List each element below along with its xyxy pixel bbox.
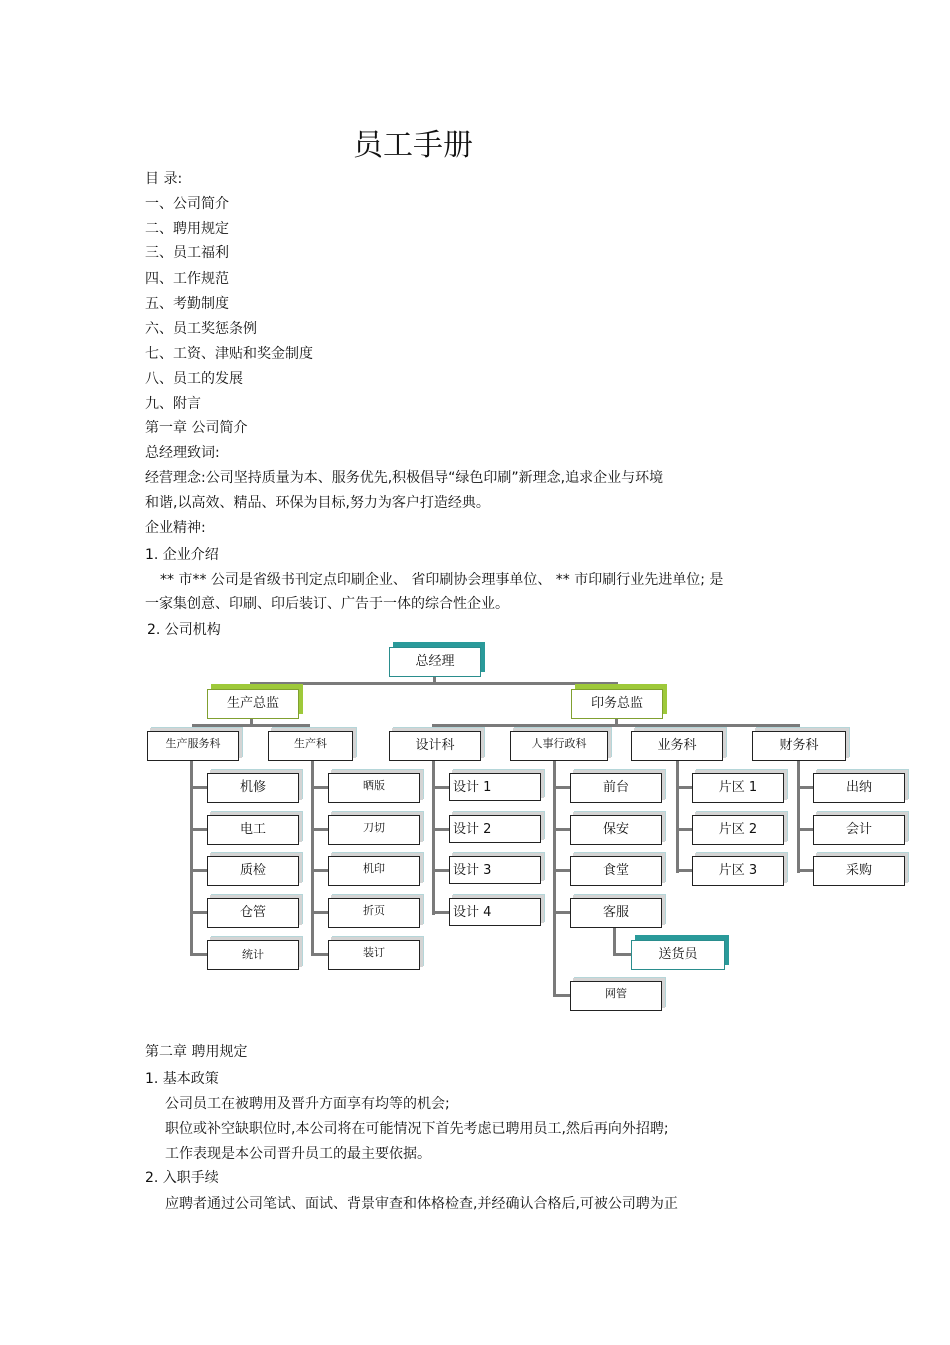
org-connector <box>553 869 571 872</box>
policy-line: 工作表现是本公司晋升员工的最主要依据。 <box>165 1146 431 1162</box>
org-connector <box>553 760 556 997</box>
org-connector <box>676 760 679 873</box>
org-connector <box>190 786 208 789</box>
org-connector <box>432 828 450 831</box>
org-node-unit: 折页 <box>328 898 420 928</box>
org-node-unit: 保安 <box>570 815 662 845</box>
org-node-unit: 会计 <box>813 815 905 845</box>
org-node-dept: 财务科 <box>752 731 846 761</box>
policy-heading: 1. 基本政策 <box>145 1071 219 1087</box>
chapter1-heading: 第一章 公司简介 <box>145 420 248 436</box>
org-connector <box>311 911 329 914</box>
org-node-unit: 统计 <box>207 940 299 970</box>
org-node-unit: 设计 3 <box>449 856 541 884</box>
org-connector <box>432 911 450 914</box>
org-node-unit: 装订 <box>328 940 420 970</box>
org-node-unit: 片区 1 <box>692 773 784 803</box>
org-connector <box>190 953 208 956</box>
org-connector <box>311 760 314 956</box>
toc-item: 八、员工的发展 <box>145 371 243 387</box>
intro-heading: 1. 企业介绍 <box>145 547 219 563</box>
org-node-unit: 设计 2 <box>449 815 541 843</box>
toc-item: 四、工作规范 <box>145 271 229 287</box>
org-connector <box>797 828 813 831</box>
gm-speech-label: 总经理致词: <box>145 445 220 461</box>
org-node-unit: 网管 <box>570 981 662 1011</box>
org-connector <box>190 911 208 914</box>
org-node-unit: 采购 <box>813 856 905 886</box>
org-connector <box>797 869 813 872</box>
org-node-delivery: 送货员 <box>631 940 725 970</box>
toc-item: 三、员工福利 <box>145 245 229 261</box>
org-connector <box>190 760 193 956</box>
philosophy-line-1: 经营理念:公司坚持质量为本、服务优先,积极倡导“绿色印刷”新理念,追求企业与环境 <box>145 470 664 486</box>
org-node-unit: 电工 <box>207 815 299 845</box>
org-connector <box>311 786 329 789</box>
org-node-dept: 生产科 <box>268 731 353 761</box>
org-node-unit: 前台 <box>570 773 662 803</box>
document-title: 员工手册 <box>353 128 473 163</box>
philosophy-line-2: 和谐,以高效、精品、环保为目标,努力为客户打造经典。 <box>145 495 490 511</box>
toc-item: 九、附言 <box>145 396 201 412</box>
toc-item: 五、考勤制度 <box>145 296 229 312</box>
org-node-dept: 生产服务科 <box>147 731 239 761</box>
toc-item: 七、工资、津贴和奖金制度 <box>145 346 313 362</box>
toc-item: 二、聘用规定 <box>145 221 229 237</box>
org-node-dept: 设计科 <box>389 731 481 761</box>
org-connector <box>311 869 329 872</box>
org-node-unit: 质检 <box>207 856 299 886</box>
org-connector <box>432 724 800 727</box>
org-node-unit: 食堂 <box>570 856 662 886</box>
entry-line: 应聘者通过公司笔试、面试、背景审查和体格检查,并经确认合格后,可被公司聘为正 <box>165 1196 678 1212</box>
org-node-dept: 业务科 <box>631 731 723 761</box>
org-connector <box>553 828 571 831</box>
org-node-unit: 设计 4 <box>449 898 541 926</box>
policy-line: 职位或补空缺职位时,本公司将在可能情况下首先考虑已聘用员工,然后再向外招聘; <box>165 1121 669 1137</box>
org-node-production-director: 生产总监 <box>207 689 299 719</box>
org-node-unit: 出纳 <box>813 773 905 803</box>
chapter2-heading: 第二章 聘用规定 <box>145 1044 248 1060</box>
org-connector <box>553 994 571 997</box>
org-node-unit: 机修 <box>207 773 299 803</box>
org-connector <box>797 786 813 789</box>
org-connector <box>190 869 208 872</box>
org-node-general-manager: 总经理 <box>389 647 481 677</box>
org-node-unit: 机印 <box>328 856 420 886</box>
org-connector <box>432 869 450 872</box>
toc-label: 目 录: <box>145 171 183 187</box>
org-node-unit: 设计 1 <box>449 773 541 801</box>
org-node-unit: 晒版 <box>328 773 420 803</box>
org-connector <box>190 828 208 831</box>
toc-item: 六、员工奖惩条例 <box>145 321 257 337</box>
org-connector <box>192 724 310 727</box>
org-node-unit: 仓管 <box>207 898 299 928</box>
org-connector <box>432 786 450 789</box>
toc-item: 一、公司简介 <box>145 196 229 212</box>
org-node-dept: 人事行政科 <box>510 731 608 761</box>
entry-heading: 2. 入职手续 <box>145 1170 219 1186</box>
org-connector <box>311 953 329 956</box>
org-connector <box>311 828 329 831</box>
org-connector <box>553 911 571 914</box>
policy-line: 公司员工在被聘用及晋升方面享有均等的机会; <box>165 1096 450 1112</box>
spirit-label: 企业精神: <box>145 520 206 536</box>
org-connector <box>432 760 435 915</box>
org-connector <box>250 682 618 685</box>
intro-line-1: ** 市** 公司是省级书刊定点印刷企业、 省印刷协会理事单位、 ** 市印刷行业先进单位; 是 <box>160 572 724 588</box>
org-node-unit: 刀切 <box>328 815 420 845</box>
org-connector <box>613 953 632 956</box>
org-connector <box>797 760 800 873</box>
org-connector <box>553 786 571 789</box>
intro-line-2: 一家集创意、印刷、印后装订、广告于一体的综合性企业。 <box>145 596 509 612</box>
org-heading: 2. 公司机构 <box>147 622 221 638</box>
org-node-unit: 片区 2 <box>692 815 784 845</box>
org-node-unit: 客服 <box>570 898 662 928</box>
org-node-print-director: 印务总监 <box>571 689 663 719</box>
org-node-unit: 片区 3 <box>692 856 784 886</box>
